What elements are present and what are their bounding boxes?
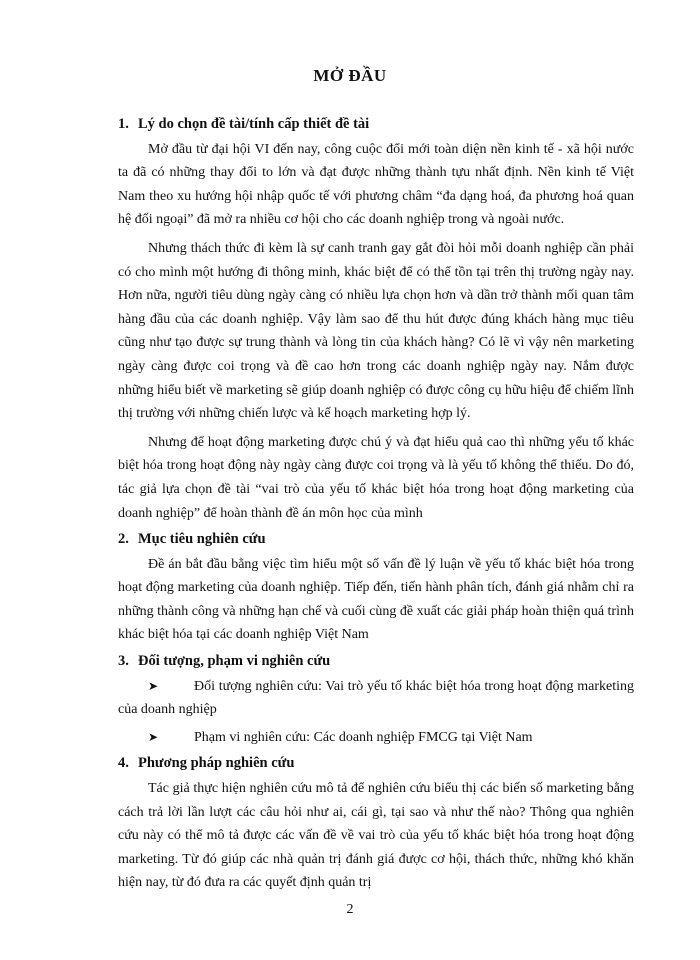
page-title: MỞ ĐẦU [313,66,387,85]
arrow-bullet-icon: ➤ [148,678,159,693]
section-number: 2. [118,531,129,548]
paragraph: Tác giả thực hiện nghiên cứu mô tả để nghiên cứu biểu thị các biến số marketing bằng cách trả lời lần lượt các câu hỏi như ai, cái gì, tại sao và như thế nào? Thông qua nghiên cứu này có thể mô tả được các vấn đề về vai trò của yếu tố khác biệt hóa trong hoạt động marketing. Từ đó giúp các nhà quản trị đánh giá được cơ hội, thách thức, những khó khăn hiện nay, từ đó đưa ra các quyết định quản trị [118,781,634,891]
section-title: Lý do chọn đề tài/tính cấp thiết đề tài [138,116,370,132]
section-title: Mục tiêu nghiên cứu [138,531,266,548]
bullet-item [118,726,634,750]
arrow-bullet-icon: ➤ [148,729,159,744]
section-heading [118,752,634,776]
section-heading [118,113,634,137]
section-2 [118,528,634,647]
section-title: Đối tượng, phạm vi nghiên cứu [138,653,331,670]
section-number: 3. [118,653,129,670]
paragraph: Nhưng thách thức đi kèm là sự canh tranh gay gắt đòi hỏi mỗi doanh nghiệp cần phải có cho mình một hướng đi thông minh, khác biệt để có thể tồn tại trên thị trường ngày nay. Hơn nữa, người tiêu dùng ngày càng có nhiều lựa chọn hơn và dần trở thành mối quan tâm hàng đầu của các doanh nghiệp. Vậy làm sao để thu hút được đúng khách hàng mục tiêu cũng như tạo được sự trung thành và lòng tin của khách hàng? Có lẽ vì vậy nên marketing ngày càng được coi trọng và đề cao hơn trong các doanh nghiệp ngày nay. Nắm được những hiểu biết về marketing sẽ giúp doanh nghiệp có được công cụ hữu hiệu để chiếm lĩnh thị trường với những chiến lược và kế hoạch marketing hợp lý. [118,240,634,422]
bullet-text: Phạm vi nghiên cứu: Các doanh nghiệp FMCG tại Việt Nam [194,729,533,745]
paragraph: Nhưng để hoạt động marketing được chú ý và đạt hiểu quả cao thì những yếu tố khác biệt hóa trong hoạt động này ngày càng được coi trọng và là yếu tố không thể thiếu. Do đó, tác giả lựa chọn đề tài “vai trò của yếu tố khác biệt hóa trong hoạt động marketing của doanh nghiệp” để hoàn thành đề án môn học của mình [118,434,634,521]
section-number: 4. [118,755,129,772]
section-title: Phương pháp nghiên cứu [138,755,295,772]
bullet-item [118,675,634,722]
page-number: 2 [346,902,354,917]
section-4 [118,752,634,895]
document-body [118,113,634,895]
section-heading [118,650,634,674]
section-1 [118,113,634,525]
bullet-text: Đối tượng nghiên cứu: Vai trò yếu tố khác biệt hóa trong hoạt động marketing của doanh nghiệp [118,678,634,718]
section-heading [118,528,634,552]
section-3 [118,650,634,749]
paragraph: Mở đầu từ đại hội VI đến nay, công cuộc đổi mới toàn diện nền kinh tế - xã hội nước ta đã có những thay đổi to lớn và đạt được những thành tựu nhất định. Nền kinh tế Việt Nam theo xu hướng hội nhập quốc tế với phương châm “đa dạng hoá, đa phương hoá quan hệ đối ngoại” đã mở ra nhiều cơ hội cho các doanh nghiệp trong và ngoài nước. [118,141,634,228]
paragraph: Đề án bắt đầu bằng việc tìm hiểu một số vấn đề lý luận về yếu tố khác biệt hóa trong hoạt động marketing của doanh nghiệp. Tiếp đến, tiến hành phân tích, đánh giá nhằm chỉ ra những thành công và những hạn chế và cuối cùng đề xuất các giải pháp hoàn thiện quá trình khác biệt hóa tại các doanh nghiệp Việt Nam [118,556,634,643]
section-number: 1. [118,116,129,132]
